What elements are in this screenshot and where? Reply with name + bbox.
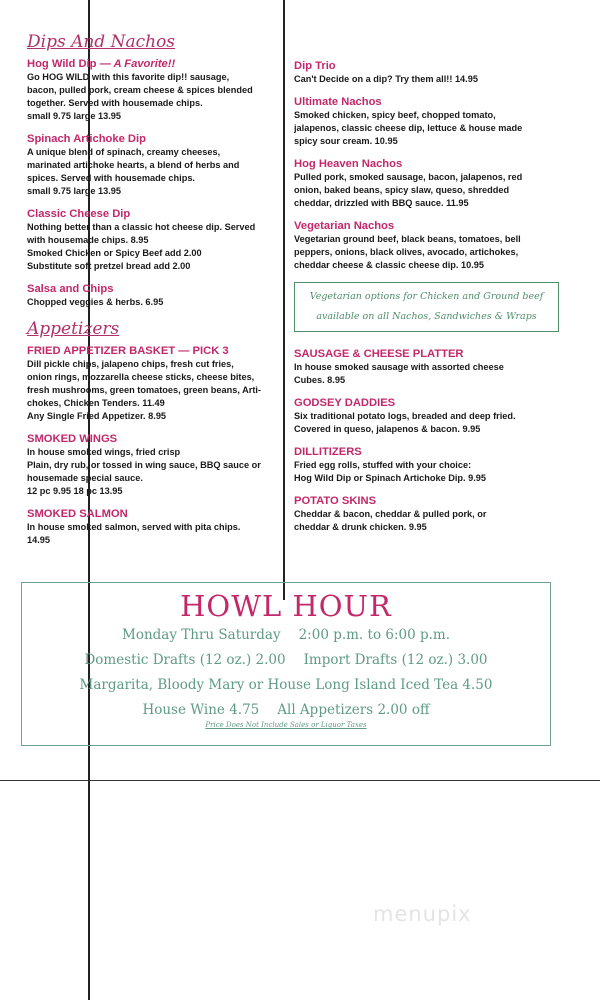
menu-item-title [27, 433, 289, 445]
menu-item-name: SMOKED WINGS [27, 433, 118, 445]
description-line: Chopped veggies & herbs. 6.95 [27, 297, 164, 307]
menu-item-name: Spinach Artichoke Dip [27, 133, 146, 145]
description-line: spices. Served with housemade chips. [27, 173, 195, 183]
description-line: Covered in queso, jalapenos & bacon. 9.95 [294, 424, 481, 434]
menu-item-name: POTATO SKINS [294, 495, 377, 507]
description-line: Cheddar & bacon, cheddar & pulled pork, or [294, 509, 487, 519]
menu-item-description [27, 221, 289, 273]
description-line: In house smoked salmon, served with pita chips. [27, 522, 241, 532]
appetizers-heading: Appetizers [27, 319, 120, 339]
menu-item-description [27, 358, 289, 423]
menu-item-highlight: — A Favorite!! [96, 58, 176, 70]
menu-item-title [27, 208, 289, 220]
menu-item-name: SMOKED SALMON [27, 508, 128, 520]
menu-item-title [27, 345, 289, 357]
menu-item-description [294, 459, 559, 485]
menu-item-title [27, 133, 289, 145]
vegetarian-note [294, 282, 559, 332]
menu-item [294, 60, 559, 86]
menu-item-name: Dip Trio [294, 60, 336, 72]
description-line: Pulled pork, smoked sausage, bacon, jalapenos, red [294, 172, 523, 182]
description-line: small 9.75 large 13.95 [27, 111, 121, 121]
description-line: chokes, Chicken Tenders. 11.49 [27, 398, 165, 408]
description-line: Substitute soft pretzel bread add 2.00 [27, 261, 191, 271]
description-line: Fried egg rolls, stuffed with your choice: [294, 460, 472, 470]
menu-item [294, 348, 559, 387]
menu-item [27, 283, 289, 309]
menu-item [27, 208, 289, 273]
description-line: Any Single Fried Appetizer. 8.95 [27, 411, 167, 421]
description-line: A unique blend of spinach, creamy cheeses, [27, 147, 221, 157]
description-line: jalapenos, classic cheese dip, lettuce & house made [294, 123, 523, 133]
description-line: Hog Wild Dip or Spinach Artichoke Dip. 9.95 [294, 473, 487, 483]
howl-appetizers: All Appetizers 2.00 off [277, 702, 430, 718]
menu-item-name: SAUSAGE & CHEESE PLATTER [294, 348, 464, 360]
howl-hour-box [21, 582, 551, 746]
menu-item-title [27, 58, 289, 70]
menu-item-name: Hog Heaven Nachos [294, 158, 403, 170]
left-column [27, 32, 289, 557]
menu-item-name: DILLITIZERS [294, 446, 362, 458]
menu-item [294, 96, 559, 148]
description-line: In house smoked wings, fried crisp [27, 447, 181, 457]
description-line: Can't Decide on a dip? Try them all!! 14.95 [294, 74, 478, 84]
menu-item-description [294, 508, 559, 534]
nachos-list [294, 60, 559, 272]
menu-item-title [294, 446, 559, 458]
appetizers-list [27, 345, 289, 547]
dips-heading: Dips And Nachos [27, 32, 176, 52]
description-line: bacon, pulled pork, cream cheese & spices blended [27, 85, 253, 95]
menu-item [294, 446, 559, 485]
veg-note-line: available on all Nachos, Sandwiches & Wraps [316, 311, 537, 322]
menu-item-name: Classic Cheese Dip [27, 208, 131, 220]
menu-item [294, 495, 559, 534]
howl-hours-line [22, 623, 550, 648]
description-line: 14.95 [27, 535, 50, 545]
description-line: fresh mushrooms, green tomatoes, green beans, Arti- [27, 385, 261, 395]
menu-item-description [294, 73, 559, 86]
description-line: onion rings, mozzarella cheese sticks, cheese bites, [27, 372, 255, 382]
description-line: Dill pickle chips, jalapeno chips, fresh cut fries, [27, 359, 234, 369]
menu-item-title [294, 397, 559, 409]
menu-item-description [294, 410, 559, 436]
menu-item [27, 433, 289, 498]
dips-list [27, 58, 289, 309]
description-line: peppers, onions, black olives, avocado, artichokes, [294, 247, 519, 257]
description-line: together. Served with housemade chips. [27, 98, 203, 108]
veg-note-line: Vegetarian options for Chicken and Ground beef [309, 291, 544, 302]
description-line: onion, baked beans, spicy slaw, queso, shredded [294, 185, 510, 195]
menu-item-description [27, 521, 289, 547]
scan-line [0, 780, 600, 781]
menu-item [294, 397, 559, 436]
menu-item-description [294, 233, 559, 272]
description-line: Vegetarian ground beef, black beans, tomatoes, bell [294, 234, 521, 244]
menu-item-name: Ultimate Nachos [294, 96, 382, 108]
description-line: with housemade chips. 8.95 [27, 235, 149, 245]
howl-domestic: Domestic Drafts (12 oz.) 2.00 [84, 652, 286, 668]
description-line: Smoked Chicken or Spicy Beef add 2.00 [27, 248, 202, 258]
description-line: cheddar, drizzled with BBQ sauce. 11.95 [294, 198, 469, 208]
menu-item-description [294, 361, 559, 387]
menu-item-title [294, 96, 559, 108]
howl-margarita: Margarita, Bloody Mary or House Long Island Iced Tea 4.50 [79, 677, 493, 693]
description-line: small 9.75 large 13.95 [27, 186, 121, 196]
description-line: In house smoked sausage with assorted cheese [294, 362, 504, 372]
menu-item-description [27, 71, 289, 123]
description-line: Cubes. 8.95 [294, 375, 346, 385]
right-column [294, 60, 559, 544]
menu-item [294, 158, 559, 210]
description-line: Six traditional potato logs, breaded and deep fried. [294, 411, 516, 421]
howl-wine-line [22, 698, 550, 723]
description-line: housemade special sauce. [27, 473, 143, 483]
menu-item-name: FRIED APPETIZER BASKET — PICK 3 [27, 345, 229, 357]
menu-item-description [27, 146, 289, 198]
menu-item-name: Hog Wild Dip [27, 58, 97, 70]
description-line: Smoked chicken, spicy beef, chopped tomato, [294, 110, 496, 120]
menu-item-description [27, 446, 289, 498]
howl-time: 2:00 p.m. to 6:00 p.m. [298, 627, 450, 643]
howl-import: Import Drafts (12 oz.) 3.00 [303, 652, 488, 668]
menu-item-title [27, 508, 289, 520]
menu-item-title [294, 60, 559, 72]
howl-wine: House Wine 4.75 [142, 702, 260, 718]
menu-item-name: Vegetarian Nachos [294, 220, 395, 232]
description-line: 12 pc 9.95 18 pc 13.95 [27, 486, 123, 496]
menu-item [27, 58, 289, 123]
howl-days: Monday Thru Saturday [122, 627, 281, 643]
menu-item-name: Salsa and Chips [27, 283, 114, 295]
description-line: marinated artichoke hearts, a blend of herbs and [27, 160, 240, 170]
menu-item [27, 345, 289, 423]
menu-item-title [294, 220, 559, 232]
platters-list [294, 348, 559, 534]
description-line: Plain, dry rub, or tossed in wing sauce, BBQ sauce or [27, 460, 261, 470]
description-line: Nothing better than a classic hot cheese dip. Served [27, 222, 256, 232]
menu-item-title [294, 158, 559, 170]
watermark-logo: menupix [373, 902, 472, 926]
description-line: spicy sour cream. 10.95 [294, 136, 398, 146]
menu-item-title [294, 495, 559, 507]
description-line: Go HOG WILD with this favorite dip!! sausage, [27, 72, 230, 82]
menu-item-description [27, 296, 289, 309]
menu-item-title [27, 283, 289, 295]
howl-tax-note: Price Does Not Include Sales or Liquor Taxes [205, 721, 367, 729]
menu-item-description [294, 171, 559, 210]
menu-item-title [294, 348, 559, 360]
menu-item-description [294, 109, 559, 148]
menu-item [27, 133, 289, 198]
howl-drafts-line [22, 648, 550, 673]
menu-item-name: GODSEY DADDIES [294, 397, 396, 409]
howl-hour-title: HOWL HOUR [180, 589, 392, 623]
description-line: cheddar & drunk chicken. 9.95 [294, 522, 427, 532]
description-line: cheddar cheese & classic cheese dip. 10.95 [294, 260, 484, 270]
menu-item [294, 220, 559, 272]
menu-item [27, 508, 289, 547]
